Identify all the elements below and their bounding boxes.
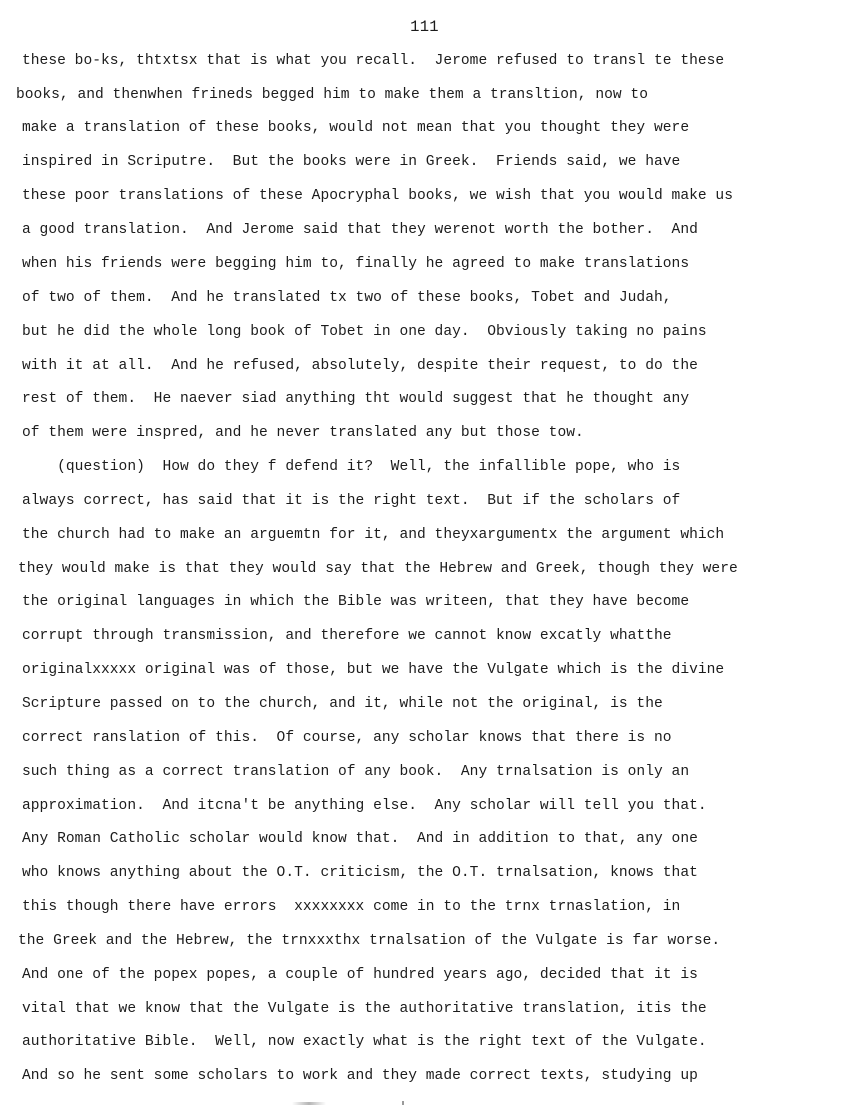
text-line: a good translation. And Jerome said that they werenot worth the bother. And [22, 222, 698, 238]
text-line: the church had to make an arguemtn for it, and theyxargumentx the argument which [22, 527, 725, 543]
text-line: such thing as a correct translation of any book. Any trnalsation is only an [22, 764, 690, 780]
text-line: who knows anything about the O.T. criticism, the O.T. trnalsation, knows that [22, 865, 698, 881]
text-line: (question) How do they f defend it? Well, the infallible pope, who is [22, 459, 681, 475]
text-line: And one of the popex popes, a couple of hundred years ago, decided that it is [22, 967, 698, 983]
text-line: make a translation of these books, would not mean that you thought they were [22, 120, 690, 136]
text-line: the Greek and the Hebrew, the trnxxxthx trnalsation of the Vulgate is far worse. [18, 933, 721, 949]
text-line: Scripture passed on to the church, and it, while not the original, is the [22, 696, 663, 712]
text-line: corrupt through transmission, and therefore we cannot know excatly whatthe [22, 628, 672, 644]
text-line: Any Roman Catholic scholar would know that. And in addition to that, any one [22, 831, 698, 847]
text-line: the original languages in which the Bible was writeen, that they have become [22, 594, 690, 610]
text-line: they would make is that they would say that the Hebrew and Greek, though they were [18, 561, 738, 577]
text-line: but he did the whole long book of Tobet in one day. Obviously taking no pains [22, 324, 707, 340]
text-line: always correct, has said that it is the right text. But if the scholars of [22, 493, 681, 509]
text-line: of them were inspred, and he never translated any but those tow. [22, 425, 584, 441]
text-line: rest of them. He naever siad anything tht would suggest that he thought any [22, 391, 690, 407]
text-line: vital that we know that the Vulgate is the authoritative translation, itis the [22, 1001, 707, 1017]
text-line: originalxxxxx original was of those, but we have the Vulgate which is the divine [22, 662, 725, 678]
text-line: of two of them. And he translated tx two of these books, Tobet and Judah, [22, 290, 672, 306]
text-line: these bo-ks, thtxtsx that is what you recall. Jerome refused to transl te these [22, 53, 725, 69]
scan-smudge [292, 1102, 326, 1105]
text-line: books, and thenwhen frineds begged him to make them a transltion, now to [16, 87, 648, 103]
text-line: approximation. And itcna't be anything else. Any scholar will tell you that. [22, 798, 707, 814]
text-line: correct ranslation of this. Of course, any scholar knows that there is no [22, 730, 672, 746]
text-line: And so he sent some scholars to work and they made correct texts, studying up [22, 1068, 698, 1084]
text-line: when his friends were begging him to, finally he agreed to make translations [22, 256, 690, 272]
text-line: with it at all. And he refused, absolutely, despite their request, to do the [22, 358, 698, 374]
page-number: 111 [410, 18, 439, 36]
text-line: authoritative Bible. Well, now exactly what is the right text of the Vulgate. [22, 1034, 707, 1050]
scan-dot [402, 1101, 404, 1105]
text-line: these poor translations of these Apocryphal books, we wish that you would make us [22, 188, 733, 204]
text-line: this though there have errors xxxxxxxx come in to the trnx trnaslation, in [22, 899, 681, 915]
text-line: inspired in Scriputre. But the books were in Greek. Friends said, we have [22, 154, 681, 170]
